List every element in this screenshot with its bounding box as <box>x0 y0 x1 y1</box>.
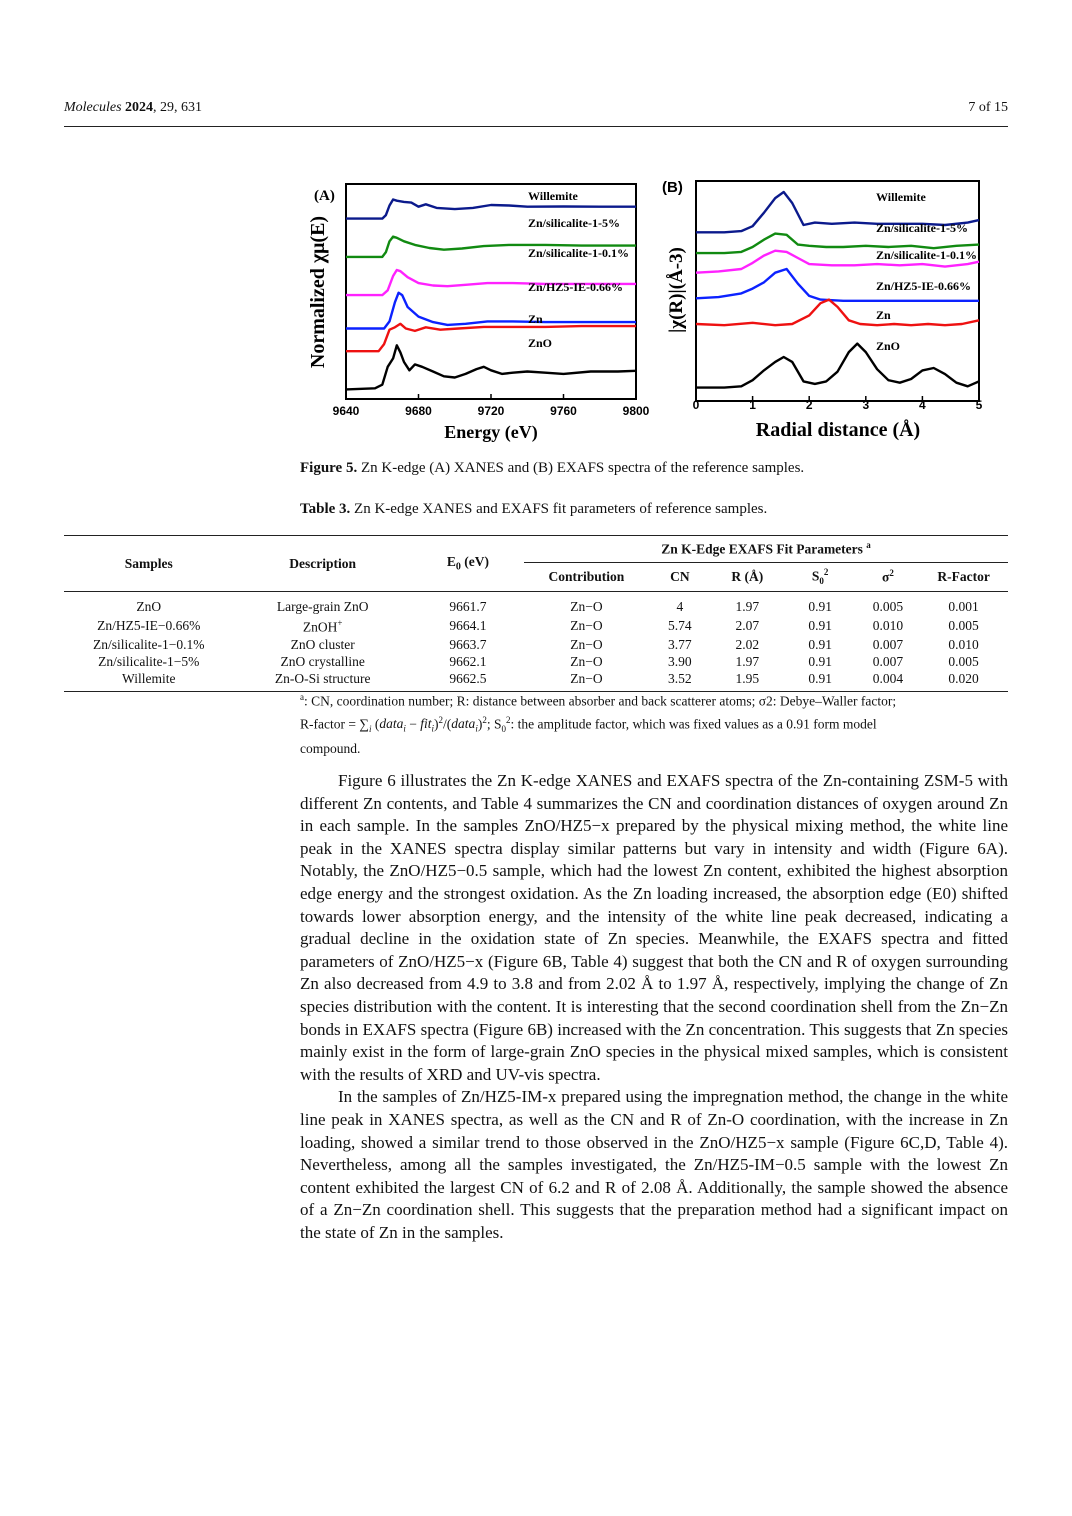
table-cell: 0.91 <box>808 670 832 686</box>
series-label: Zn/silicalite-1-5% <box>528 216 620 230</box>
table-cell: 0.91 <box>808 636 832 652</box>
table-cell: 0.007 <box>872 653 904 669</box>
table-cell: 0.007 <box>872 636 904 652</box>
table-cell: 9662.5 <box>449 670 487 686</box>
body-text <box>300 770 1008 1244</box>
panel-b-label: (B) <box>662 179 683 196</box>
panel-b-xlabel: Radial distance (Å) <box>755 419 921 441</box>
x-tick-label: 5 <box>975 398 983 412</box>
header-rule <box>64 126 1008 127</box>
series-label: Zn/silicalite-1-0.1% <box>528 246 629 260</box>
series-line-zn <box>346 324 636 351</box>
panel-a-label: (A) <box>314 188 335 204</box>
table-cell: 3.77 <box>668 636 692 652</box>
series-label: Zn <box>876 308 891 322</box>
series-label: Zn/silicalite-1-5% <box>876 221 968 235</box>
table-cell: 0.010 <box>948 636 979 652</box>
series-line-zn-hz5-ie-0-66- <box>346 293 636 329</box>
table-cell: 0.005 <box>948 653 979 669</box>
series-label: Willemite <box>528 189 578 203</box>
x-tick-label: 4 <box>919 398 926 412</box>
table-cell: 4 <box>676 599 684 614</box>
series-label: Zn/silicalite-1-0.1% <box>876 248 977 262</box>
table-3-grid <box>64 535 1008 692</box>
panel-a-xlabel: Energy (eV) <box>444 422 538 442</box>
x-tick-label: 9640 <box>332 404 360 418</box>
table-row <box>64 598 1008 615</box>
th-cn: CN <box>670 569 690 584</box>
panel-a-plot <box>346 189 636 389</box>
table-cell: ZnO cluster <box>290 636 355 652</box>
table-cell: 0.001 <box>948 599 979 614</box>
table-cell: 1.95 <box>735 670 760 686</box>
table-cell: 9664.1 <box>449 617 487 633</box>
journal-citation <box>64 100 202 115</box>
x-tick-label: 2 <box>805 398 813 412</box>
table-caption <box>300 499 1008 519</box>
series-label: Zn <box>528 312 543 326</box>
th-s0: $S_0^2$ <box>811 567 829 587</box>
panel-a-ticks <box>333 394 650 418</box>
table-cell: 1.97 <box>735 653 760 669</box>
th-samples: Samples <box>64 536 234 592</box>
table-cell: 0.91 <box>808 599 832 614</box>
series-label: Zn/HZ5-IE-0.66% <box>876 279 972 293</box>
series-label: Willemite <box>876 190 926 204</box>
series-label: ZnO <box>528 336 553 350</box>
table-cell: Zn−O <box>570 653 603 669</box>
table-caption-text: Zn K-edge XANES and EXAFS fit parameters of reference samples. <box>350 501 768 517</box>
x-tick-label: 1 <box>749 398 756 412</box>
table-cell: 3.52 <box>668 670 692 686</box>
table-cell: 0.91 <box>808 653 832 669</box>
table-cell: Zn/silicalite-1−0.1% <box>93 636 205 652</box>
footnote-line-1-text: : CN, coordination number; R: distance between absorber and back scatterer atoms; σ2: Debye–Waller factor; <box>304 693 897 709</box>
th-e0: $E_0$ (eV) <box>412 536 524 592</box>
figure-caption <box>300 458 1008 478</box>
table-cell: Zn-O-Si structure <box>274 670 371 686</box>
table-cell: Zn−O <box>570 599 603 614</box>
series-label: ZnO <box>876 339 901 353</box>
table-cell: 2.02 <box>735 636 760 652</box>
table-cell: 0.005 <box>948 617 979 633</box>
x-tick-label: 9720 <box>477 404 505 418</box>
table-cell: 9663.7 <box>449 636 487 652</box>
table-cell: 0.005 <box>872 599 904 614</box>
table-row <box>64 636 1008 653</box>
paragraph-1: Figure 6 illustrates the Zn K-edge XANES and EXAFS spectra of the Zn-containing ZSM-5 with different Zn contents, and Table 4 summarizes the CN and coordination distances of oxygen around Zn in each sample. In the samples ZnO/HZ5−x prepared by the physical mixing method, the white line peak in the XANES spectra display similar patterns but vary in intensity and width (Figure 6A). Notably, the ZnO/HZ5−0.5 sample, which had the lowest Zn content, exhibited the highest absorption edge energy and the strongest oxidation. As the Zn loading increased, the absorption edge (E0) shifted towards lower absorption energy, and the intensity of the white line peak decreased, indicating a gradual decline in the oxidation state of Zn species. Meanwhile, the EXAFS spectra and fitted parameters of ZnO/HZ5−x (Figure 6B, Table 4) suggest that both the CN and R of oxygen surrounding Zn also decreased from 4.9 to 3.8 and from 2.02 Å to 1.97 Å, respectively, implying the change of Zn species distribution with the content. It is interesting that the second coordination shell from the Zn−Zn bonds in EXAFS spectra (Figure 6B) increased with the Zn concentration. This suggests that Zn species mainly exist in the form of large-grain ZnO species in the physical mixed samples, which is consistent with the results of XRD and UV-vis spectra. <box>300 771 1008 1084</box>
table-cell: 3.90 <box>668 653 692 669</box>
footnote-line-2-text: : the amplitude factor, which was fixed values as a 0.91 form model <box>510 716 877 731</box>
table-row <box>64 653 1008 670</box>
x-tick-label: 3 <box>862 398 870 412</box>
panel-b-ylabel <box>666 247 687 333</box>
table-cell: ZnO crystalline <box>280 653 365 669</box>
x-tick-label: 9760 <box>550 404 577 418</box>
panel-b-ylabel-text: |χ(R)|(Å-3) <box>666 247 687 333</box>
th-group <box>524 536 1008 563</box>
table-cell: 0.91 <box>808 617 832 633</box>
th-r: R (Å) <box>731 569 764 584</box>
x-tick-label: 0 <box>692 398 700 412</box>
table-row <box>64 670 1008 687</box>
th-sigma: $\sigma^2$ <box>881 568 894 585</box>
table-cell: 0.010 <box>872 617 904 633</box>
table-cell: ZnOH+ <box>302 618 343 635</box>
table-row <box>64 615 1008 636</box>
table-cell: Willemite <box>122 670 176 686</box>
panel-b-plot <box>696 190 979 388</box>
table-cell: Zn−O <box>570 617 603 633</box>
x-tick-label: 9680 <box>405 404 432 418</box>
footnote-line-1: $^a$: CN, coordination number; R: distance between absorber and back scatterer atoms; σ2: Debye–Waller factor; <box>300 692 897 709</box>
th-group-sup: a <box>866 540 871 551</box>
page-header <box>64 100 1008 116</box>
panel-a-ylabel: Normalized χμ(E) <box>307 215 329 369</box>
th-rfactor: R-Factor <box>937 569 990 584</box>
table-cell: 0.020 <box>948 670 979 686</box>
footnote-line-3: compound. <box>300 740 361 756</box>
th-group-text: Zn K-Edge EXAFS Fit Parameters <box>661 541 863 557</box>
series-line-zno <box>346 345 636 389</box>
paragraph-2: In the samples of Zn/HZ5-IM-x prepared using the impregnation method, the change in the white line peak in XANES spectra, as well as the CN and R of Zn-O coordination, with the increase in Zn loading, showed a similar trend to those observed in the ZnO/HZ5−x sample (Figure 6C,D, Table 4). Nevertheless, among all the samples investigated, the Zn/HZ5-IM−0.5 sample with the lowest Zn content exhibited the largest CN of 6.2 and R of 2.08 Å. Additionally, the sample showed the absence of a Zn−Zn coordination shell. This suggests that the preparation method had a significant impact on the state of Zn in the samples. <box>300 1087 1008 1242</box>
x-tick-label: 9800 <box>622 404 650 418</box>
table-cell: 9661.7 <box>449 599 487 614</box>
table-cell: Zn−O <box>570 636 603 652</box>
series-line-zn <box>696 300 979 326</box>
panel-b-ticks <box>693 396 983 412</box>
table-cell: Zn−O <box>570 670 603 686</box>
th-contribution: Contribution <box>548 569 625 584</box>
journal-volume: , 29, 631 <box>153 100 203 115</box>
table-cell: 5.74 <box>668 617 692 633</box>
journal-name: Molecules <box>64 100 122 115</box>
table-cell: 0.004 <box>872 670 904 686</box>
journal-year: 2024 <box>125 100 154 115</box>
figure-caption-label: Figure 5. <box>300 460 358 476</box>
table-cell: Zn/HZ5-IE−0.66% <box>97 617 201 633</box>
table-caption-label: Table 3. <box>300 501 351 517</box>
table-cell: Large-grain ZnO <box>276 599 369 614</box>
series-line-zno <box>696 344 979 388</box>
table-cell: 9662.1 <box>449 653 487 669</box>
series-label: Zn/HZ5-IE-0.66% <box>528 280 624 294</box>
table-cell: ZnO <box>136 599 162 614</box>
table-body <box>64 592 1008 692</box>
th-description: Description <box>234 536 412 592</box>
table-cell: 2.07 <box>735 617 760 633</box>
table-cell: Zn/silicalite-1−5% <box>98 653 200 669</box>
footnote-line-2: R-factor = $\sum_i$ (data$_i$ − fit$_i$)$^2$/(data$_i$)$^2$; $S_0^2$: the amplitude factor, which was fixed values as a 0.91 form model <box>300 714 877 734</box>
figure-caption-text: Zn K-edge (A) XANES and (B) EXAFS spectra of the reference samples. <box>357 460 805 476</box>
table-cell: 1.97 <box>735 599 760 614</box>
table-3 <box>64 535 1008 692</box>
figure-5 <box>296 170 996 450</box>
table-footnote <box>300 688 1008 758</box>
page-number: 7 of 15 <box>968 100 1008 115</box>
